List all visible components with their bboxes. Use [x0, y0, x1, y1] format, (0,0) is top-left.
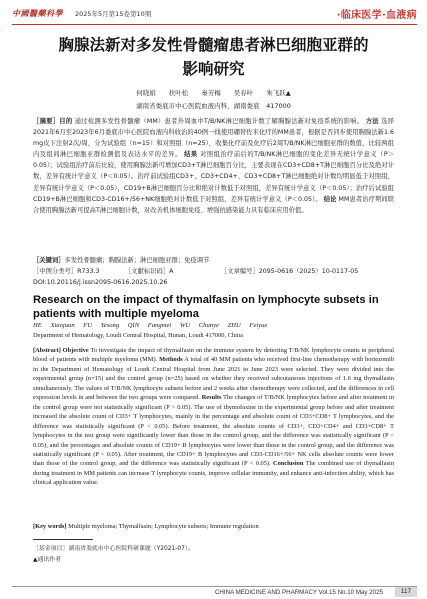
methods-text: 选择2021年6月至2023年6月娄底市中心医院血液内科收治的40例一线使用硼替佐米化疗的MM患者，根据是否同步使用胸腺法新1.6 mg皮下注射2次/周，分为试验组（n=15）和对照组（n=25），收集化疗前及化疗后2周T/B/NK淋巴细胞亚群的数值，比较两组内及组间淋巴细胞亚群检测值及表达水平的差异。	[33, 118, 395, 159]
article-title-en: Research on the impact of thymalfasin on lymphocyte subsets in patients with multiple myeloma	[33, 294, 379, 320]
corresponding-author-footnote: ▲通讯作者	[33, 557, 62, 563]
article-number: ［文章编号］2095-0616（2025）10-0117-05	[221, 268, 359, 275]
keywords-text: 多发性骨髓瘤；胸腺法新；淋巴细胞亚群；免疫调节	[64, 257, 210, 264]
conclusion-en-label: Conclusion	[273, 460, 304, 468]
clc-number: ［中图分类号］R733.3	[33, 268, 100, 275]
keywords-en	[33, 523, 394, 530]
methods-label: 方法	[365, 118, 379, 125]
running-header	[12, 5, 417, 25]
running-footer	[0, 586, 427, 598]
doi: DOI:10.20116/j.issn2095-0616.2025.10.26	[33, 279, 168, 286]
keywords-en-text: Multiple myeloma; Thymalfasin; Lymphocyte subsets; Immune regulation	[68, 523, 259, 530]
results-label: 结果	[184, 151, 198, 159]
title-line-2: 影响研究	[182, 60, 245, 78]
conclusion-en-text: The combined use of thymalfasin during treatment in MM patients can increase T lymphocyte counts, improve cellular immunity, and enhance anti-infection ability, which has clinical application value.	[33, 460, 394, 487]
article-title-cn	[14, 33, 413, 81]
document-code: ［文献标识码］A	[125, 268, 174, 275]
journal-logo: 中國醫藥科學	[12, 8, 63, 18]
issue-info: 2025年5月第15卷第10期	[75, 10, 152, 18]
column-label: ·临床医学·血液病	[336, 10, 417, 21]
conclusion-label: 结论	[323, 195, 337, 203]
abstract-en-label: [Abstract]	[33, 347, 61, 354]
results-en-text: The changes of T/B/NK lymphocytes before and after treatment in the control group were not statistically significant (P > 0.05). The use of thymofaxine in the experimental group before and after treatment increased the absolute count of CD3+ T lymphocytes, mainly in the percentage and absolute count of CD3+CD8+ T lymphocytes, and the difference was statistically significant (P < 0.05). Before treatment, the absolute counts of CD3+, CD3+CD4+ and CD3+CD8+ T lymphocytes in the test group were significantly lower than those in the control group, and the difference was statistically significant (P < 0.05), and the percentages and absolute counts of CD19+ B lymphocytes were lower than those in the control group, and the difference was statistically significant (P < 0.05). After treatment, the CD19+ B lymphocytes and CD3-CD16+/56+ NK cells absolute counts were lower than those of the control group, and the difference was statistically significant (P < 0.05).	[33, 394, 394, 468]
keywords-en-label: [Key words]	[33, 523, 67, 530]
abstract-cn	[33, 116, 394, 216]
affiliation-en: Department of Hematology, Loudi Central Hospital, Hunan, Loudi 417000, China	[33, 332, 243, 339]
keywords-cn	[33, 255, 394, 266]
authors-en: HE Xiaojuan FU Yesong QIN Fangmei WU Chunye ZHU Feiyue	[33, 322, 268, 329]
objective-text: 通过检测多发性骨髓瘤（MM）患者外周血中T/B/NK淋巴细胞计数了解胸腺法新对免疫系统的影响。	[74, 118, 364, 125]
results-en-label: Results	[201, 394, 222, 402]
classification-row	[33, 266, 394, 277]
keywords-label: ［关键词］	[33, 257, 65, 264]
objective-en-label: Objective	[62, 347, 89, 354]
methods-en-text: A total of 40 MM patients who received first-line chemotherapy with bortezomib in the Department of Hematology of Loudi Central Hospital from June 2021 to June 2023 were selected. They were divided into the experimental group (n=15) and the control group (n=25) based on whether they received subcutaneous injections of 1.6 mg thymalfasin simultaneously. The values of T/B/NK lymphocyte subsets before and 2 weeks after chemotherapy were collected, and the differences in cell expression levels in and between the two groups were compared.	[33, 356, 394, 402]
footnote-divider	[33, 539, 93, 540]
header-divider	[12, 24, 417, 25]
fund-footnote: ［基金项目］湖南省娄底市中心医院科研课题（Y2021-07）。	[33, 546, 194, 552]
footer-journal: CHINA MEDICINE AND PHARMACY Vol.15 No.10 May 2025	[214, 589, 383, 596]
abstract-label: ［摘要］	[33, 118, 60, 125]
page-number: 117	[395, 587, 417, 597]
objective-en-text: To investigate the impact of thymalfasin on the immune system by detecting T/B/NK lymphocyte counts in peripheral blood of patients with multiple myeloma (MM).	[33, 347, 394, 364]
affiliation-cn: 湖南省娄底市中心医院血液内科，湖南娄底 417000	[136, 102, 291, 110]
authors-cn: 何晓娟 扶叶松 秦芳梅 吴春叶 朱飞跃▲	[136, 89, 291, 97]
title-line-1: 胸腺法新对多发性骨髓瘤患者淋巴细胞亚群的	[58, 36, 369, 54]
conclusion-text: MM患者治疗期间联合使用胸腺法新可提高T淋巴细胞计数，对改善机体细胞免疫、增强抗感染能力具有临床应用价值。	[33, 195, 394, 214]
objective-label: 目的	[59, 118, 73, 125]
results-text: 对照组治疗前后的T/B/NK淋巴细胞的变化差异无统计学意义（P＞0.05）；试验组治疗前后比较，使用胸腺法新可增加CD3+T淋巴细胞百分比，主要表现在CD3+CD8+T淋巴细胞百分比及绝对计数，差异有统计学意义（P＜0.05）。治疗前试验组CD3+、CD3+CD4+、CD3+CD8+T淋巴细胞绝对计数均明显低于对照组，差异有统计学意义（P＜0.05），CD19+B淋巴细胞百分比和绝对计数低于对照组，差异有统计学意义（P＜0.05）；治疗后试验组CD19+B淋巴细胞和CD3-CD16+/56+NK细胞绝对计数低于对照组，差异有统计学意义（P＜0.05）。	[33, 151, 395, 203]
methods-en-label: Methods	[159, 356, 183, 364]
abstract-en	[33, 346, 394, 488]
footer-divider	[12, 586, 417, 587]
